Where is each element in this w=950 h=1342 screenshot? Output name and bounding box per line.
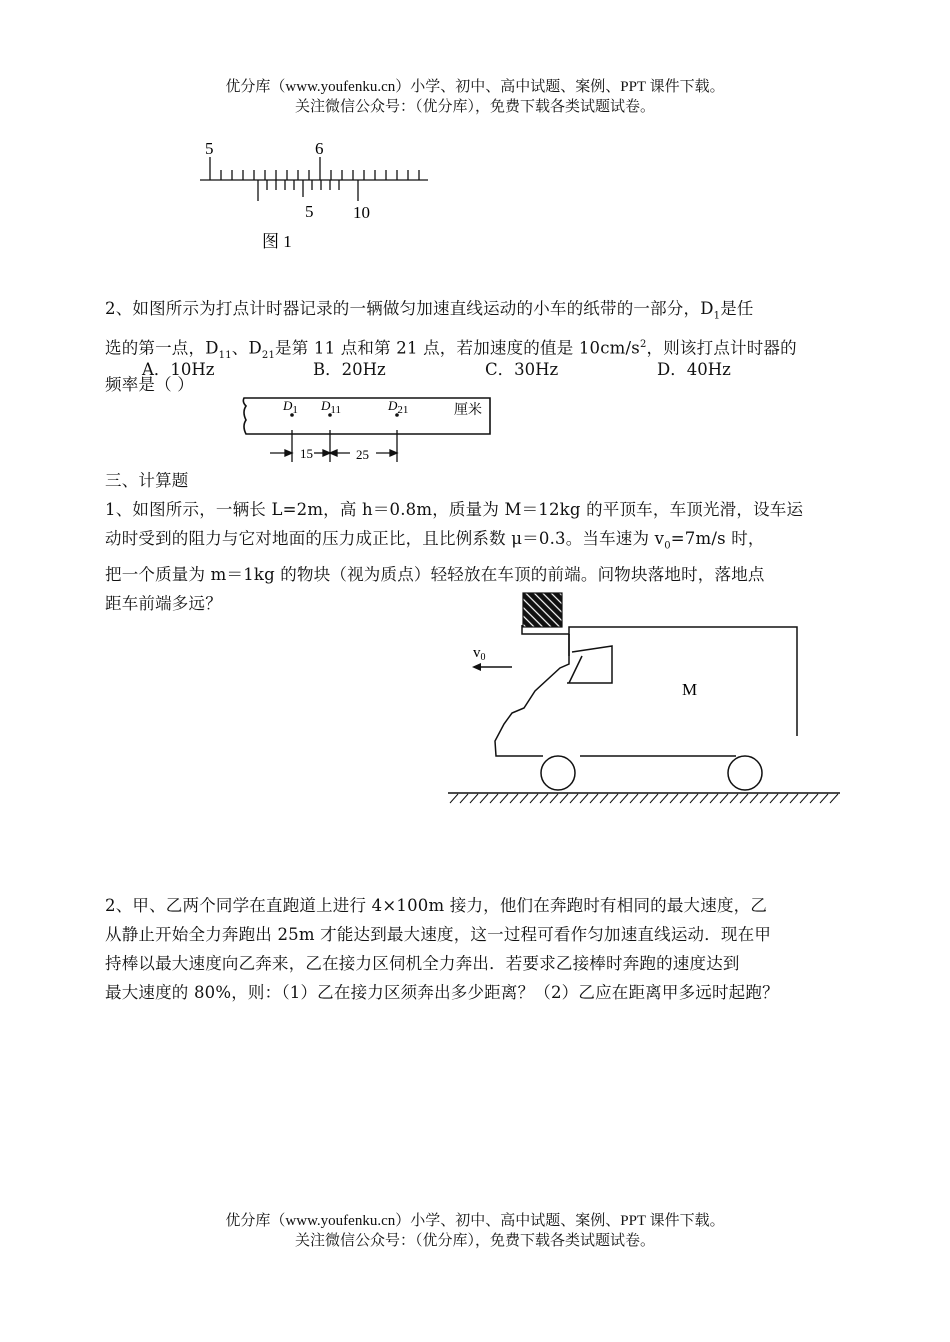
cq1-line-3: 把一个质量为 m＝1kg 的物块（视为质点）轻轻放在车顶的前端。问物块落地时，落地点: [105, 565, 765, 585]
section-title: 三、计算题: [105, 471, 189, 490]
label-d-11: $D_{11}$: [321, 398, 341, 416]
cq1-line-2: 动时受到的阻力与它对地面的压力成正比，且比例系数 μ＝0.3。当车速为 $v_0=7m/s$ 时，: [105, 529, 765, 552]
distance-25: 25: [356, 447, 369, 462]
q2-line-1: 2、如图所示为打点计时器记录的一辆做匀加速直线运动的小车的纸带的一部分，$D_1$是任: [105, 299, 754, 322]
paper-tape-figure: [232, 390, 502, 468]
main-label-5: 5: [205, 139, 214, 158]
option-b: B．20Hz: [313, 360, 386, 379]
cq2-line-1: 2、甲、乙两个同学在直跑道上进行 4×100m 接力，他们在奔跑时有相同的最大速度，乙: [105, 896, 768, 915]
truck-body: [495, 625, 797, 756]
footer-line-1: 优分库（www.youfenku.cn）小学、初中、高中试题、案例、PPT 课件下载。: [225, 1213, 725, 1229]
cq1-line-4: 距车前端多远？: [105, 594, 222, 614]
figure-caption: 图 1: [262, 232, 292, 251]
velocity-arrow: [472, 663, 512, 671]
main-label-6: 6: [315, 139, 324, 158]
velocity-label: $v_0$: [473, 645, 486, 663]
truck-figure: [440, 588, 850, 813]
cq2-line-2: 从静止开始全力奔跑出 25m 才能达到最大速度，这一过程可看作匀加速直线运动．现在甲: [105, 925, 772, 944]
page-footer: [0, 1211, 950, 1251]
label-d-1: $D_1$: [283, 398, 298, 416]
rear-wheel: [541, 756, 575, 790]
unit-label: 厘米: [454, 403, 482, 418]
q2-line-3: 频率是（ ）: [105, 375, 194, 395]
mass-label: M: [682, 680, 698, 699]
header-line-1: 优分库（www.youfenku.cn）小学、初中、高中试题、案例、PPT 课件下载。: [225, 79, 725, 95]
question-2: [105, 294, 865, 399]
cq2-line-3: 持棒以最大速度向乙奔来，乙在接力区伺机全力奔出．若要求乙接棒时奔跑的速度达到: [105, 954, 740, 973]
calc-question-2: [105, 891, 865, 1007]
block: [523, 593, 562, 627]
footer-line-2: 关注微信公众号：（优分库），免费下载各类试题试卷。: [294, 1233, 655, 1249]
cq2-line-4: 最大速度的 80%，则：（1）乙在接力区须奔出多少距离？（2）乙应在距离甲多远时起跑？: [105, 983, 779, 1002]
main-scale: [200, 157, 428, 180]
vernier-label-10: 10: [353, 203, 370, 222]
label-d-21: $D_{21}$: [388, 398, 409, 416]
option-c: C．30Hz: [485, 360, 559, 379]
option-a: A．10Hz: [142, 360, 215, 379]
ground-hatching: [450, 794, 838, 803]
vernier-caliper-figure: [190, 135, 440, 255]
page-header: [0, 77, 950, 117]
paper-tape: [243, 398, 490, 434]
distance-15: 15: [300, 446, 313, 461]
option-d: D．40Hz: [657, 360, 731, 379]
front-wheel: [728, 756, 762, 790]
vernier-scale: [258, 180, 358, 201]
vernier-label-5: 5: [305, 202, 314, 221]
q2-line-2: 选的第一点，$D_{11}$、$D_{21}$是第 11 点和第 21 点，若加速度的值是 $10cm/s^2$，则该打点计时器的: [105, 338, 797, 362]
cq1-line-1: 1、如图所示，一辆长 L=2m，高 h＝0.8m，质量为 M＝12kg 的平顶车，车顶光滑，设车运: [105, 500, 804, 519]
header-line-2: 关注微信公众号：（优分库），免费下载各类试题试卷。: [294, 99, 655, 115]
